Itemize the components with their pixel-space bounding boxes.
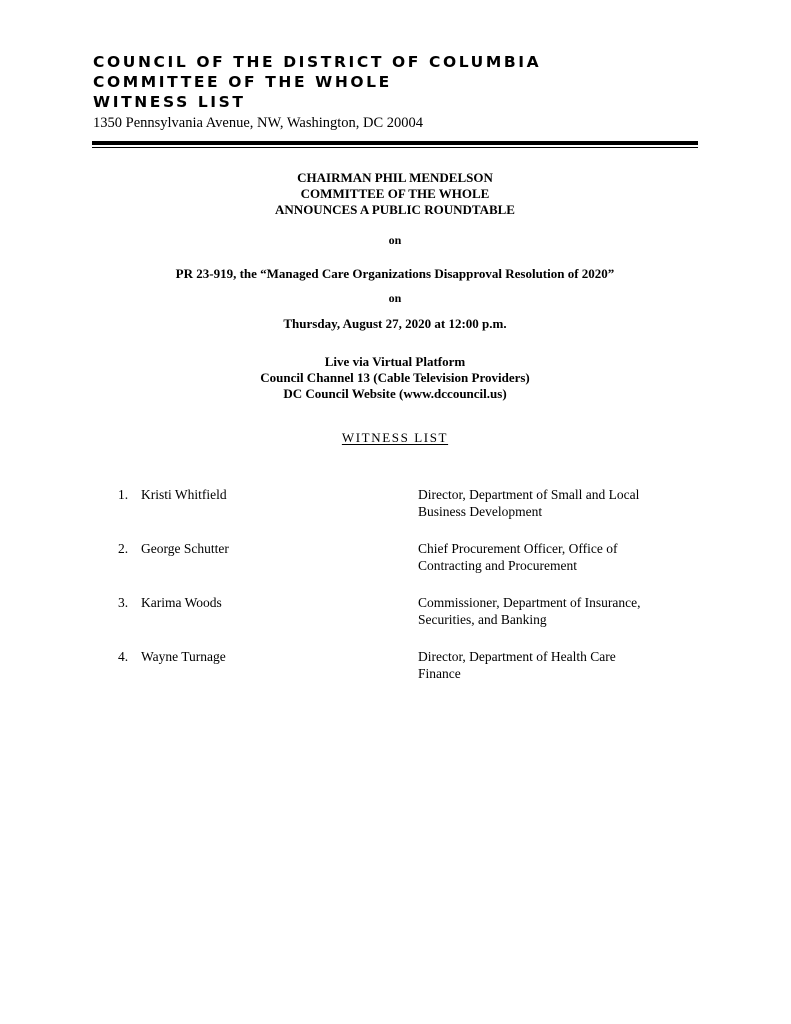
witness-name: Wayne Turnage	[141, 649, 226, 664]
announces-line: ANNOUNCES A PUBLIC ROUNDTABLE	[275, 202, 515, 217]
witness-number: 1.	[118, 487, 129, 502]
document-type: WITNESS LIST	[93, 93, 246, 111]
header-divider-thin	[92, 147, 698, 148]
witness-title-line: Finance	[418, 666, 461, 681]
letterhead	[93, 52, 713, 133]
measure-title: PR 23-919, the “Managed Care Organizations Disapproval Resolution of 2020”	[175, 266, 615, 281]
on-connector-1: on	[388, 233, 402, 247]
witness-title-line: Business Development	[418, 504, 543, 519]
announcement-heading	[92, 170, 698, 218]
witness-title	[418, 540, 693, 574]
witness-title-line: Director, Department of Health Care	[418, 649, 616, 664]
witness-title-line: Director, Department of Small and Local	[418, 487, 640, 502]
witness-title	[418, 486, 693, 520]
witness-title-line: Securities, and Banking	[418, 612, 547, 627]
witness-title-line: Commissioner, Department of Insurance,	[418, 595, 641, 610]
header-divider-thick	[92, 141, 698, 145]
witness-list-heading-text: WITNESS LIST	[341, 430, 449, 445]
witness-title	[418, 594, 693, 628]
witness-name: Kristi Whitfield	[141, 487, 227, 502]
on-connector-2: on	[388, 291, 402, 305]
hearing-datetime: Thursday, August 27, 2020 at 12:00 p.m.	[283, 316, 507, 331]
witness-name: Karima Woods	[141, 595, 222, 610]
venue-block	[92, 354, 698, 402]
venue-website: DC Council Website (www.dccouncil.us)	[283, 386, 507, 401]
witness-title	[418, 648, 693, 682]
council-address: 1350 Pennsylvania Avenue, NW, Washington, DC 20004	[93, 115, 424, 131]
witness-name: George Schutter	[141, 541, 229, 556]
witness-number: 3.	[118, 595, 129, 610]
witness-title-line: Contracting and Procurement	[418, 558, 577, 573]
committee-name: COMMITTEE OF THE WHOLE	[93, 73, 392, 91]
witness-number: 4.	[118, 649, 129, 664]
chairman-line: CHAIRMAN PHIL MENDELSON	[297, 170, 493, 185]
committee-line: COMMITTEE OF THE WHOLE	[300, 186, 490, 201]
witness-number: 2.	[118, 541, 129, 556]
witness-list-heading	[92, 430, 698, 446]
witness-title-line: Chief Procurement Officer, Office of	[418, 541, 618, 556]
council-name: COUNCIL OF THE DISTRICT OF COLUMBIA	[93, 53, 542, 71]
venue-channel: Council Channel 13 (Cable Television Providers)	[260, 370, 530, 385]
venue-virtual: Live via Virtual Platform	[324, 354, 466, 369]
